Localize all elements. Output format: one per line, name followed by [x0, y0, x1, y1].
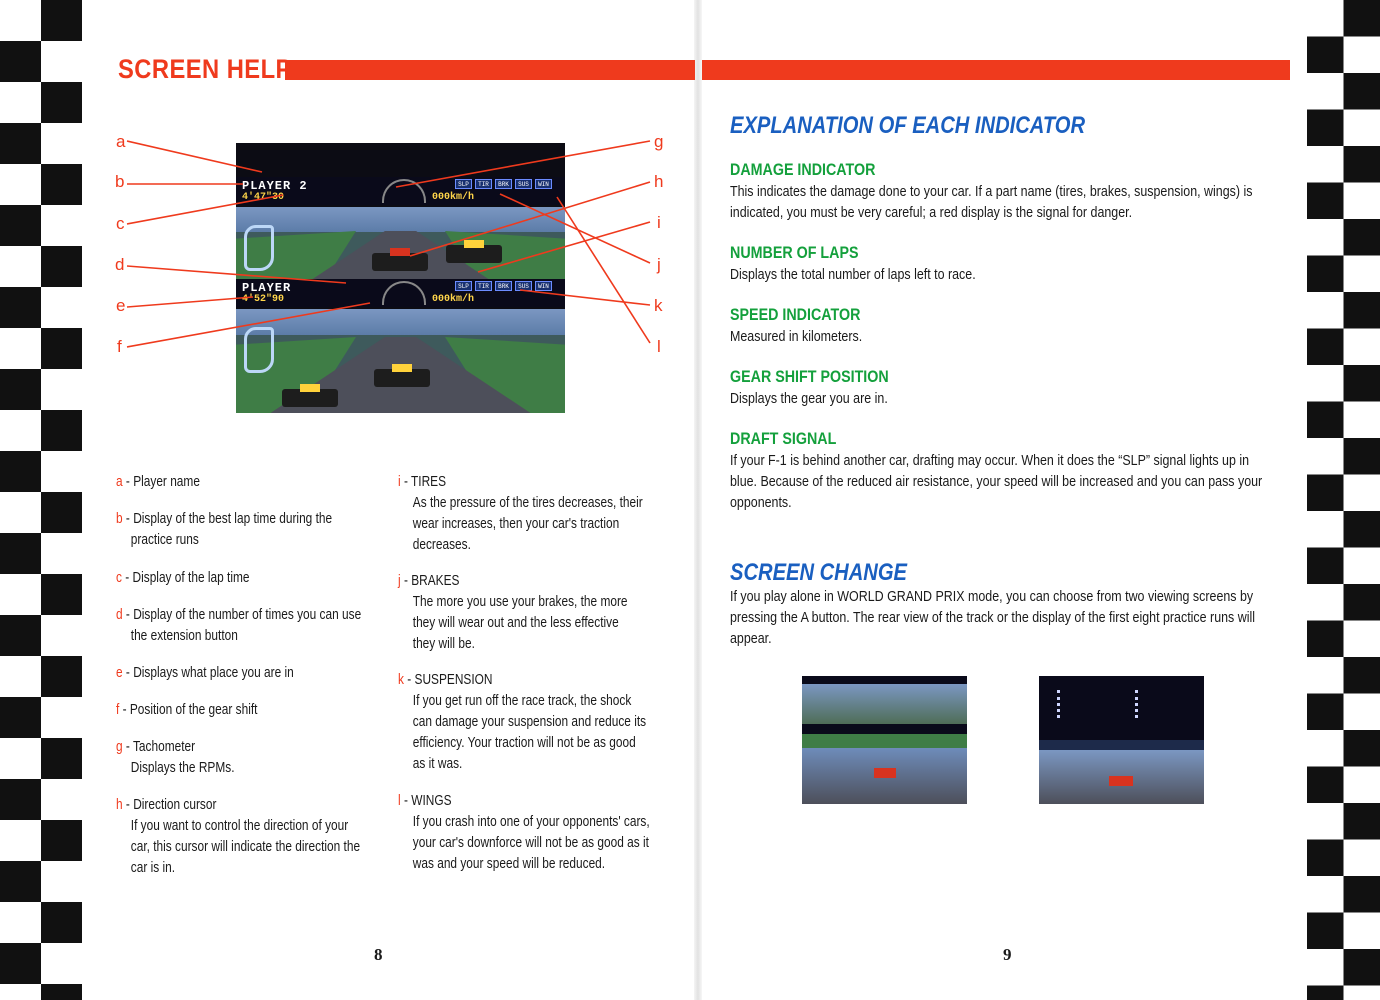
callout-f: f	[117, 337, 122, 356]
rival-car	[446, 245, 502, 263]
legend-text: as it was.	[412, 756, 463, 772]
legend-item-d: d - Display of the number of times you can use the extension button	[116, 605, 361, 647]
legend-text: they will wear out and the less effective	[412, 615, 619, 631]
indicator-slp: SLP	[455, 281, 472, 291]
indicator-win: WIN	[535, 179, 552, 189]
track-view-bottom	[236, 309, 565, 413]
hud-speed: 000km/h	[432, 192, 475, 203]
indicator-sus: SUS	[515, 281, 532, 291]
hud-speed: 000km/h	[432, 294, 475, 305]
legend-text: SUSPENSION	[414, 672, 493, 688]
indicator-slp: SLP	[455, 179, 472, 189]
indicator-brk: BRK	[495, 281, 512, 291]
legend-item-j: j - BRAKES The more you use your brakes, the more they will wear out and the less effective they will be.	[398, 571, 628, 655]
callout-c: c	[116, 214, 125, 233]
checkered-border-right	[1307, 0, 1380, 1000]
laps-text: Displays the total number of laps left to race.	[730, 266, 976, 283]
screenshot-practice-runs	[1039, 676, 1204, 804]
legend-text: can damage your suspension and reduce its	[412, 714, 647, 730]
legend-letter: l	[398, 793, 401, 809]
screen-change-title: SCREEN CHANGE	[730, 559, 907, 586]
hud-player-name: PLAYER 2	[242, 179, 308, 193]
legend-text: If you get run off the race track, the shock	[412, 693, 632, 709]
page-spine	[694, 0, 702, 1000]
callout-d: d	[115, 255, 125, 274]
callout-i: i	[657, 213, 661, 232]
legend-text: practice runs	[130, 532, 199, 548]
hud-player-1	[236, 279, 565, 307]
legend-letter: c	[116, 570, 122, 586]
legend-text: Displays what place you are in	[133, 665, 294, 681]
legend-text: Position of the gear shift	[129, 702, 258, 718]
screen-help-title: SCREEN HELP	[118, 54, 292, 84]
legend-item-b: b - Display of the best lap time during the practice runs	[116, 509, 332, 551]
legend-text: WINGS	[411, 793, 452, 809]
checkered-border-left	[0, 0, 82, 1000]
damage-indicator-text: This indicates the damage done to your car. If a part name (tires, brakes, suspension, wings) is indicated, you must be very careful; a red display is the signal for danger.	[730, 183, 1253, 221]
legend-item-a: a - Player name	[116, 474, 200, 490]
damage-indicator-heading: DAMAGE INDICATOR	[730, 160, 876, 179]
callout-j: j	[657, 255, 661, 274]
callout-g: g	[654, 132, 664, 151]
callout-l: l	[657, 337, 661, 356]
legend-item-f: f - Position of the gear shift	[116, 702, 258, 718]
title-rule-right	[702, 60, 1290, 80]
callout-a: a	[116, 132, 126, 151]
draft-heading: DRAFT SIGNAL	[730, 429, 837, 448]
indicator-tir: TIR	[475, 281, 492, 291]
legend-letter: i	[398, 474, 401, 490]
legend-text: If you want to control the direction of your	[130, 818, 349, 834]
legend-text: was and your speed will be reduced.	[412, 856, 606, 872]
legend-letter: g	[116, 739, 123, 755]
legend-text: car, this cursor will indicate the direction the	[130, 839, 361, 855]
rival-car	[374, 369, 430, 387]
legend-text: Display of the lap time	[132, 570, 250, 586]
hud-player-2	[236, 177, 565, 205]
legend-text: wear increases, then your car's traction	[412, 516, 620, 532]
legend-letter: e	[116, 665, 123, 681]
callout-k: k	[654, 296, 663, 315]
player-car	[372, 253, 428, 271]
callout-e: e	[116, 296, 126, 315]
legend-text: Display of the number of times you can use	[133, 607, 362, 623]
draft-text: If your F-1 is behind another car, drafting may occur. When it does the “SLP” signal lights up in blue. Because of the reduced air resistance, your speed will be increased and you can pass your opponents.	[730, 452, 1263, 511]
legend-item-h: h - Direction cursor If you want to control the direction of your car, this cursor will indicate the direction the car is in.	[116, 795, 360, 879]
tachometer-icon	[382, 179, 426, 203]
legend-text: Display of the best lap time during the	[133, 511, 333, 527]
track-map-icon	[244, 327, 274, 373]
legend-text: efficiency. Your traction will not be as good	[412, 735, 636, 751]
gear-text: Displays the gear you are in.	[730, 390, 888, 407]
legend-item-i: i - TIRES As the pressure of the tires decreases, their wear increases, then your car's traction decreases.	[398, 472, 643, 556]
laps-heading: NUMBER OF LAPS	[730, 243, 859, 262]
screen-change-text: If you play alone in WORLD GRAND PRIX mode, you can choose from two viewing screens by pressing the A button. The rear view of the track or the display of the first eight practice runs will appear.	[730, 588, 1256, 647]
rival-car	[282, 389, 338, 407]
legend-text: The more you use your brakes, the more	[412, 594, 628, 610]
legend-letter: a	[116, 474, 123, 490]
legend-item-e: e - Displays what place you are in	[116, 665, 294, 681]
speed-text: Measured in kilometers.	[730, 328, 863, 345]
speed-heading: SPEED INDICATOR	[730, 305, 861, 324]
screenshot-rear-view	[802, 676, 967, 804]
legend-item-k: k - SUSPENSION If you get run off the race track, the shock can damage your suspension and reduce its efficiency. Your traction will not be as good as it was.	[398, 670, 646, 775]
track-map-icon	[244, 225, 274, 271]
indicator-sus: SUS	[515, 179, 532, 189]
legend-text: car is in.	[130, 860, 176, 876]
legend-text: As the pressure of the tires decreases, their	[412, 495, 643, 511]
hud-player-name: PLAYER	[242, 281, 292, 295]
title-rule-left	[285, 60, 695, 80]
legend-text: they will be.	[412, 636, 475, 652]
explanation-title: EXPLANATION OF EACH INDICATOR	[730, 112, 1086, 139]
legend-text: Tachometer	[132, 739, 196, 755]
legend-letter: j	[398, 573, 401, 589]
gear-heading: GEAR SHIFT POSITION	[730, 367, 889, 386]
callout-b: b	[115, 172, 125, 191]
game-screenshot	[236, 143, 565, 413]
legend-item-c: c - Display of the lap time	[116, 570, 250, 586]
legend-text: TIRES	[411, 474, 447, 490]
legend-text: Player name	[133, 474, 200, 490]
hud-lap-time: 4'47"30	[242, 192, 285, 203]
legend-letter: f	[116, 702, 120, 718]
callout-h: h	[654, 172, 664, 191]
indicator-tir: TIR	[475, 179, 492, 189]
legend-letter: h	[116, 797, 123, 813]
indicator-brk: BRK	[495, 179, 512, 189]
legend-text: BRAKES	[411, 573, 460, 589]
legend-text: the extension button	[130, 628, 238, 644]
page-number-left: 8	[374, 945, 383, 964]
legend-text: your car's downforce will not be as good as it	[412, 835, 649, 851]
hud-lap-time: 4'52"90	[242, 294, 285, 305]
legend-item-g: g - Tachometer Displays the RPMs.	[116, 737, 235, 779]
tachometer-icon	[382, 281, 426, 305]
legend-letter: k	[398, 672, 404, 688]
legend-text: Displays the RPMs.	[130, 760, 235, 776]
legend-text: Direction cursor	[133, 797, 217, 813]
legend-letter: d	[116, 607, 123, 623]
page-number-right: 9	[1003, 945, 1012, 964]
legend-text: If you crash into one of your opponents' cars,	[412, 814, 650, 830]
indicator-win: WIN	[535, 281, 552, 291]
legend-text: decreases.	[412, 537, 471, 553]
legend-item-l: l - WINGS If you crash into one of your opponents' cars, your car's downforce will not be as good as it was and your speed will be reduced.	[398, 791, 650, 875]
legend-letter: b	[116, 511, 123, 527]
